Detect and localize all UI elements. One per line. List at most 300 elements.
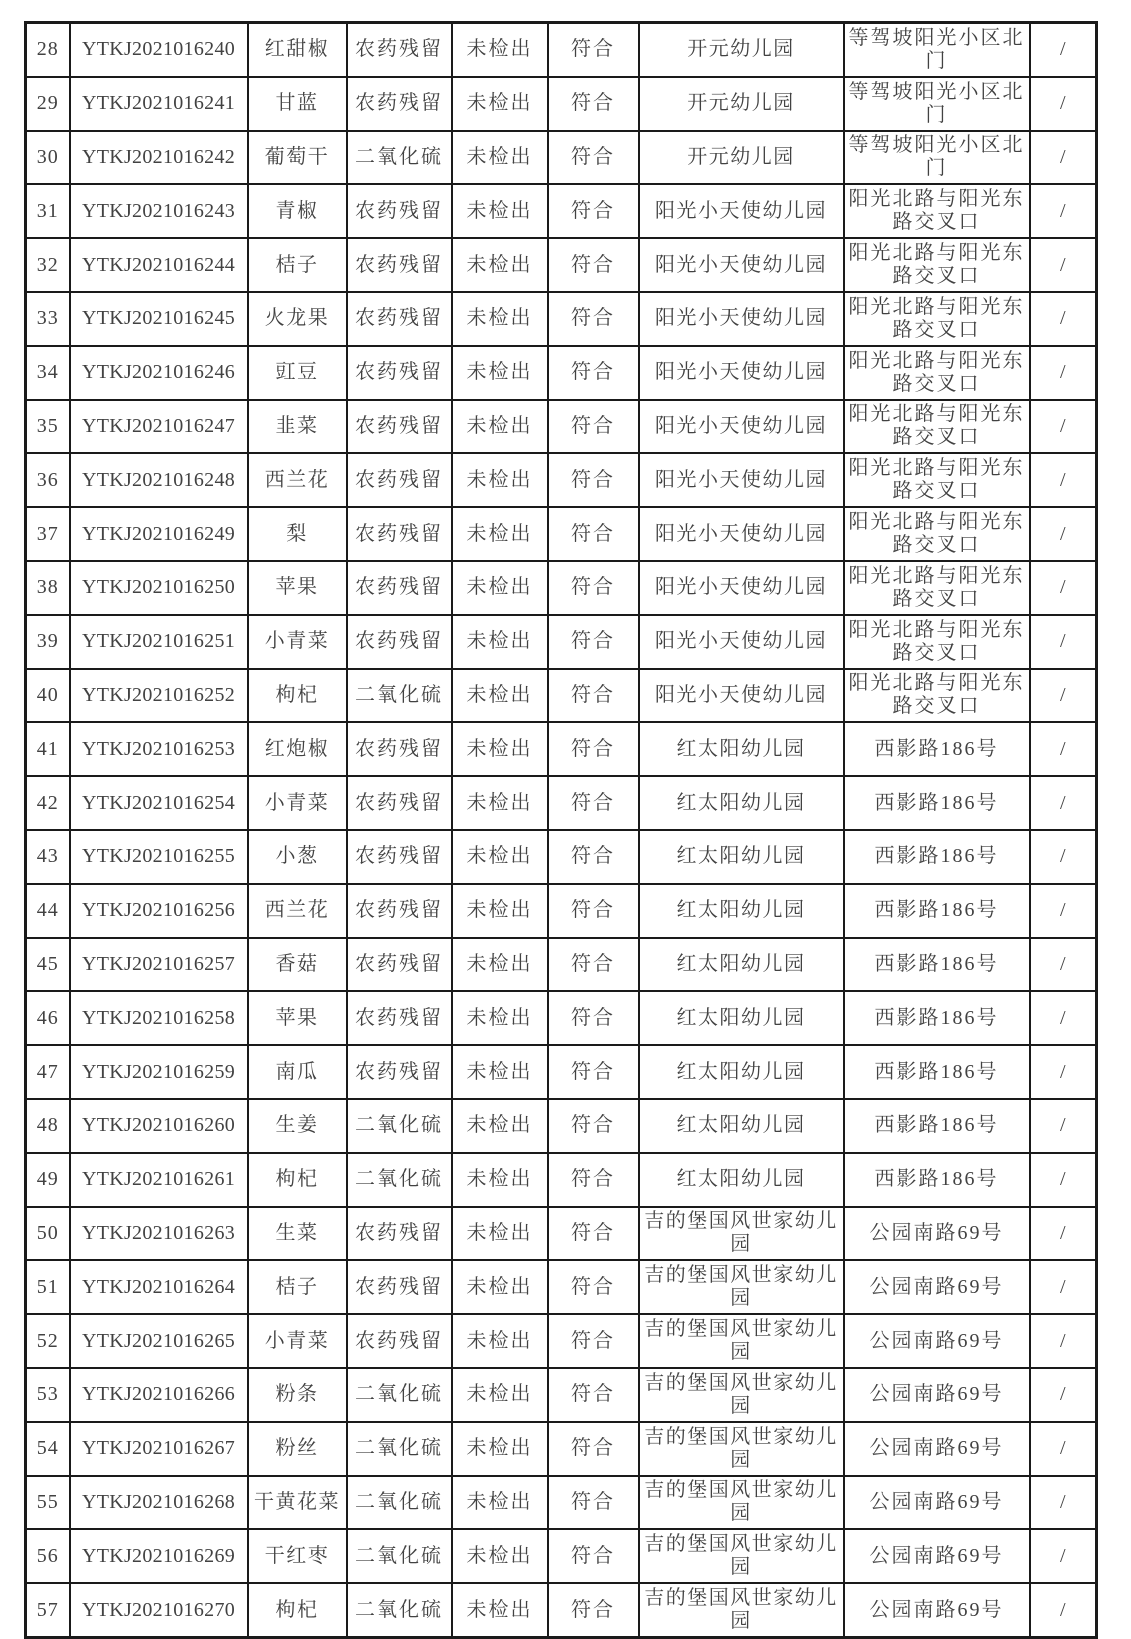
cell-sample-name: 火龙果 — [248, 292, 347, 346]
table-row — [26, 1045, 1097, 1099]
cell-sample-id: YTKJ2021016242 — [70, 131, 248, 185]
cell-sampled-unit: 开元幼儿园 — [639, 131, 844, 185]
cell-test-item: 农药残留 — [347, 938, 452, 992]
cell-sample-name: 干红枣 — [248, 1529, 347, 1583]
cell-test-result: 未检出 — [452, 1099, 548, 1153]
cell-unit-address: 阳光北路与阳光东路交叉口 — [844, 507, 1030, 561]
table-row — [26, 1153, 1097, 1207]
cell-row-number: 36 — [26, 453, 70, 507]
cell-sample-id: YTKJ2021016267 — [70, 1422, 248, 1476]
cell-test-result: 未检出 — [452, 1583, 548, 1637]
cell-row-number: 43 — [26, 830, 70, 884]
cell-row-number: 32 — [26, 238, 70, 292]
cell-sample-id: YTKJ2021016252 — [70, 669, 248, 723]
table-row — [26, 1529, 1097, 1583]
cell-sample-name: 韭菜 — [248, 400, 347, 454]
cell-sample-id: YTKJ2021016245 — [70, 292, 248, 346]
cell-remark-slash: / — [1030, 1153, 1097, 1207]
cell-test-item: 二氧化硫 — [347, 1368, 452, 1422]
cell-sample-id: YTKJ2021016270 — [70, 1583, 248, 1637]
table-row — [26, 77, 1097, 131]
cell-conclusion: 符合 — [548, 669, 639, 723]
cell-sampled-unit: 吉的堡国风世家幼儿园 — [639, 1529, 844, 1583]
cell-sampled-unit: 阳光小天使幼儿园 — [639, 561, 844, 615]
cell-sample-id: YTKJ2021016243 — [70, 184, 248, 238]
cell-conclusion: 符合 — [548, 1529, 639, 1583]
cell-unit-address: 阳光北路与阳光东路交叉口 — [844, 561, 1030, 615]
cell-unit-address: 公园南路69号 — [844, 1260, 1030, 1314]
cell-conclusion: 符合 — [548, 615, 639, 669]
cell-test-result: 未检出 — [452, 561, 548, 615]
cell-unit-address: 西影路186号 — [844, 991, 1030, 1045]
cell-conclusion: 符合 — [548, 830, 639, 884]
cell-unit-address: 公园南路69号 — [844, 1207, 1030, 1261]
cell-test-item: 二氧化硫 — [347, 669, 452, 723]
cell-sample-name: 生菜 — [248, 1207, 347, 1261]
cell-unit-address: 阳光北路与阳光东路交叉口 — [844, 453, 1030, 507]
cell-test-item: 农药残留 — [347, 238, 452, 292]
cell-row-number: 29 — [26, 77, 70, 131]
cell-sample-name: 苹果 — [248, 561, 347, 615]
cell-remark-slash: / — [1030, 1045, 1097, 1099]
cell-test-result: 未检出 — [452, 1529, 548, 1583]
cell-remark-slash: / — [1030, 1422, 1097, 1476]
cell-remark-slash: / — [1030, 453, 1097, 507]
table-row — [26, 400, 1097, 454]
cell-remark-slash: / — [1030, 776, 1097, 830]
cell-remark-slash: / — [1030, 507, 1097, 561]
table-row — [26, 1207, 1097, 1261]
cell-test-item: 农药残留 — [347, 884, 452, 938]
cell-test-result: 未检出 — [452, 722, 548, 776]
cell-conclusion: 符合 — [548, 77, 639, 131]
table-row — [26, 1476, 1097, 1530]
table-row — [26, 830, 1097, 884]
cell-sample-id: YTKJ2021016247 — [70, 400, 248, 454]
cell-unit-address: 公园南路69号 — [844, 1476, 1030, 1530]
cell-conclusion: 符合 — [548, 1583, 639, 1637]
cell-row-number: 34 — [26, 346, 70, 400]
cell-test-result: 未检出 — [452, 1476, 548, 1530]
cell-sample-name: 小青菜 — [248, 615, 347, 669]
cell-test-item: 农药残留 — [347, 77, 452, 131]
cell-remark-slash: / — [1030, 830, 1097, 884]
cell-sample-name: 甘蓝 — [248, 77, 347, 131]
cell-sample-name: 红甜椒 — [248, 23, 347, 77]
table-row — [26, 238, 1097, 292]
cell-sample-name: 桔子 — [248, 238, 347, 292]
cell-unit-address: 西影路186号 — [844, 1099, 1030, 1153]
cell-sample-id: YTKJ2021016257 — [70, 938, 248, 992]
cell-test-item: 农药残留 — [347, 1314, 452, 1368]
cell-unit-address: 阳光北路与阳光东路交叉口 — [844, 615, 1030, 669]
cell-row-number: 30 — [26, 131, 70, 185]
cell-sample-name: 桔子 — [248, 1260, 347, 1314]
cell-remark-slash: / — [1030, 938, 1097, 992]
cell-unit-address: 西影路186号 — [844, 776, 1030, 830]
cell-test-item: 二氧化硫 — [347, 1476, 452, 1530]
cell-test-item: 农药残留 — [347, 830, 452, 884]
cell-test-result: 未检出 — [452, 23, 548, 77]
cell-sample-name: 生姜 — [248, 1099, 347, 1153]
cell-conclusion: 符合 — [548, 1368, 639, 1422]
cell-test-result: 未检出 — [452, 1153, 548, 1207]
cell-sample-id: YTKJ2021016249 — [70, 507, 248, 561]
cell-sample-name: 西兰花 — [248, 884, 347, 938]
cell-sampled-unit: 吉的堡国风世家幼儿园 — [639, 1583, 844, 1637]
cell-sample-id: YTKJ2021016268 — [70, 1476, 248, 1530]
cell-row-number: 45 — [26, 938, 70, 992]
table-body — [26, 23, 1097, 1638]
cell-test-item: 农药残留 — [347, 346, 452, 400]
document-page — [24, 21, 1098, 1639]
cell-sampled-unit: 红太阳幼儿园 — [639, 991, 844, 1045]
cell-sampled-unit: 阳光小天使幼儿园 — [639, 238, 844, 292]
cell-sample-id: YTKJ2021016258 — [70, 991, 248, 1045]
cell-test-result: 未检出 — [452, 131, 548, 185]
cell-unit-address: 等驾坡阳光小区北门 — [844, 77, 1030, 131]
cell-sample-id: YTKJ2021016248 — [70, 453, 248, 507]
cell-row-number: 48 — [26, 1099, 70, 1153]
cell-test-item: 农药残留 — [347, 1260, 452, 1314]
table-row — [26, 722, 1097, 776]
cell-row-number: 51 — [26, 1260, 70, 1314]
cell-remark-slash: / — [1030, 23, 1097, 77]
cell-row-number: 50 — [26, 1207, 70, 1261]
cell-sample-name: 粉条 — [248, 1368, 347, 1422]
cell-conclusion: 符合 — [548, 1099, 639, 1153]
cell-row-number: 54 — [26, 1422, 70, 1476]
cell-sample-id: YTKJ2021016246 — [70, 346, 248, 400]
cell-remark-slash: / — [1030, 184, 1097, 238]
cell-row-number: 28 — [26, 23, 70, 77]
cell-test-result: 未检出 — [452, 453, 548, 507]
table-row — [26, 1422, 1097, 1476]
cell-sampled-unit: 阳光小天使幼儿园 — [639, 292, 844, 346]
table-row — [26, 884, 1097, 938]
table-row — [26, 991, 1097, 1045]
cell-sampled-unit: 阳光小天使幼儿园 — [639, 669, 844, 723]
cell-unit-address: 公园南路69号 — [844, 1583, 1030, 1637]
cell-conclusion: 符合 — [548, 292, 639, 346]
cell-sampled-unit: 红太阳幼儿园 — [639, 884, 844, 938]
cell-row-number: 41 — [26, 722, 70, 776]
cell-conclusion: 符合 — [548, 1260, 639, 1314]
table-row — [26, 507, 1097, 561]
cell-sampled-unit: 吉的堡国风世家幼儿园 — [639, 1207, 844, 1261]
cell-remark-slash: / — [1030, 991, 1097, 1045]
cell-sample-name: 粉丝 — [248, 1422, 347, 1476]
cell-sample-id: YTKJ2021016259 — [70, 1045, 248, 1099]
cell-remark-slash: / — [1030, 77, 1097, 131]
cell-sampled-unit: 吉的堡国风世家幼儿园 — [639, 1476, 844, 1530]
cell-test-result: 未检出 — [452, 991, 548, 1045]
cell-test-item: 农药残留 — [347, 561, 452, 615]
cell-test-item: 农药残留 — [347, 400, 452, 454]
cell-sampled-unit: 阳光小天使幼儿园 — [639, 184, 844, 238]
cell-sample-name: 香菇 — [248, 938, 347, 992]
cell-test-result: 未检出 — [452, 776, 548, 830]
cell-unit-address: 西影路186号 — [844, 884, 1030, 938]
cell-row-number: 47 — [26, 1045, 70, 1099]
cell-remark-slash: / — [1030, 722, 1097, 776]
cell-sampled-unit: 红太阳幼儿园 — [639, 776, 844, 830]
cell-sampled-unit: 红太阳幼儿园 — [639, 1099, 844, 1153]
cell-sampled-unit: 阳光小天使幼儿园 — [639, 453, 844, 507]
cell-sampled-unit: 红太阳幼儿园 — [639, 830, 844, 884]
cell-sampled-unit: 红太阳幼儿园 — [639, 1045, 844, 1099]
cell-remark-slash: / — [1030, 615, 1097, 669]
cell-test-item: 农药残留 — [347, 184, 452, 238]
cell-conclusion: 符合 — [548, 991, 639, 1045]
cell-remark-slash: / — [1030, 346, 1097, 400]
cell-test-result: 未检出 — [452, 292, 548, 346]
cell-sample-name: 青椒 — [248, 184, 347, 238]
table-row — [26, 1368, 1097, 1422]
cell-conclusion: 符合 — [548, 884, 639, 938]
cell-conclusion: 符合 — [548, 23, 639, 77]
cell-conclusion: 符合 — [548, 238, 639, 292]
cell-test-result: 未检出 — [452, 1045, 548, 1099]
cell-test-item: 农药残留 — [347, 1207, 452, 1261]
cell-sample-id: YTKJ2021016250 — [70, 561, 248, 615]
table-row — [26, 1314, 1097, 1368]
cell-sampled-unit: 吉的堡国风世家幼儿园 — [639, 1368, 844, 1422]
cell-sample-name: 枸杞 — [248, 1583, 347, 1637]
cell-remark-slash: / — [1030, 400, 1097, 454]
table-row — [26, 938, 1097, 992]
cell-test-result: 未检出 — [452, 615, 548, 669]
cell-remark-slash: / — [1030, 1476, 1097, 1530]
cell-sample-name: 红炮椒 — [248, 722, 347, 776]
cell-test-item: 二氧化硫 — [347, 1099, 452, 1153]
sampling-results-table — [24, 21, 1098, 1639]
cell-unit-address: 公园南路69号 — [844, 1368, 1030, 1422]
cell-test-result: 未检出 — [452, 346, 548, 400]
cell-remark-slash: / — [1030, 1207, 1097, 1261]
cell-remark-slash: / — [1030, 669, 1097, 723]
cell-test-result: 未检出 — [452, 938, 548, 992]
cell-test-item: 农药残留 — [347, 776, 452, 830]
cell-conclusion: 符合 — [548, 400, 639, 454]
cell-test-item: 二氧化硫 — [347, 1422, 452, 1476]
cell-sampled-unit: 阳光小天使幼儿园 — [639, 346, 844, 400]
cell-unit-address: 阳光北路与阳光东路交叉口 — [844, 346, 1030, 400]
cell-row-number: 35 — [26, 400, 70, 454]
cell-unit-address: 阳光北路与阳光东路交叉口 — [844, 669, 1030, 723]
table-row — [26, 669, 1097, 723]
cell-test-result: 未检出 — [452, 830, 548, 884]
cell-test-result: 未检出 — [452, 1260, 548, 1314]
table-row — [26, 1099, 1097, 1153]
table-row — [26, 292, 1097, 346]
cell-sampled-unit: 红太阳幼儿园 — [639, 1153, 844, 1207]
cell-sample-id: YTKJ2021016244 — [70, 238, 248, 292]
cell-test-result: 未检出 — [452, 184, 548, 238]
cell-test-item: 二氧化硫 — [347, 131, 452, 185]
cell-test-item: 农药残留 — [347, 507, 452, 561]
cell-row-number: 40 — [26, 669, 70, 723]
cell-unit-address: 等驾坡阳光小区北门 — [844, 131, 1030, 185]
cell-remark-slash: / — [1030, 1529, 1097, 1583]
cell-remark-slash: / — [1030, 884, 1097, 938]
cell-row-number: 52 — [26, 1314, 70, 1368]
cell-row-number: 38 — [26, 561, 70, 615]
cell-test-result: 未检出 — [452, 77, 548, 131]
table-row — [26, 561, 1097, 615]
cell-row-number: 33 — [26, 292, 70, 346]
cell-row-number: 57 — [26, 1583, 70, 1637]
cell-row-number: 37 — [26, 507, 70, 561]
cell-remark-slash: / — [1030, 1260, 1097, 1314]
cell-sampled-unit: 吉的堡国风世家幼儿园 — [639, 1314, 844, 1368]
cell-sample-id: YTKJ2021016240 — [70, 23, 248, 77]
cell-conclusion: 符合 — [548, 507, 639, 561]
cell-test-result: 未检出 — [452, 400, 548, 454]
cell-sample-id: YTKJ2021016265 — [70, 1314, 248, 1368]
cell-sample-name: 南瓜 — [248, 1045, 347, 1099]
cell-unit-address: 西影路186号 — [844, 1153, 1030, 1207]
cell-row-number: 39 — [26, 615, 70, 669]
cell-sample-id: YTKJ2021016241 — [70, 77, 248, 131]
cell-test-item: 农药残留 — [347, 453, 452, 507]
cell-remark-slash: / — [1030, 561, 1097, 615]
cell-sample-id: YTKJ2021016266 — [70, 1368, 248, 1422]
cell-test-result: 未检出 — [452, 884, 548, 938]
cell-conclusion: 符合 — [548, 346, 639, 400]
cell-test-result: 未检出 — [452, 1314, 548, 1368]
cell-sample-id: YTKJ2021016255 — [70, 830, 248, 884]
cell-unit-address: 公园南路69号 — [844, 1529, 1030, 1583]
cell-sample-id: YTKJ2021016261 — [70, 1153, 248, 1207]
table-row — [26, 776, 1097, 830]
cell-remark-slash: / — [1030, 1583, 1097, 1637]
cell-sample-id: YTKJ2021016253 — [70, 722, 248, 776]
cell-remark-slash: / — [1030, 292, 1097, 346]
cell-remark-slash: / — [1030, 1368, 1097, 1422]
cell-conclusion: 符合 — [548, 453, 639, 507]
cell-remark-slash: / — [1030, 131, 1097, 185]
cell-unit-address: 阳光北路与阳光东路交叉口 — [844, 238, 1030, 292]
cell-sampled-unit: 阳光小天使幼儿园 — [639, 507, 844, 561]
table-row — [26, 23, 1097, 77]
cell-test-item: 二氧化硫 — [347, 1529, 452, 1583]
cell-unit-address: 西影路186号 — [844, 722, 1030, 776]
cell-remark-slash: / — [1030, 1099, 1097, 1153]
cell-sample-id: YTKJ2021016264 — [70, 1260, 248, 1314]
cell-sampled-unit: 阳光小天使幼儿园 — [639, 615, 844, 669]
table-row — [26, 1260, 1097, 1314]
cell-sample-id: YTKJ2021016263 — [70, 1207, 248, 1261]
cell-sample-name: 枸杞 — [248, 1153, 347, 1207]
table-row — [26, 615, 1097, 669]
cell-test-item: 农药残留 — [347, 722, 452, 776]
cell-sampled-unit: 开元幼儿园 — [639, 77, 844, 131]
cell-sample-id: YTKJ2021016256 — [70, 884, 248, 938]
table-row — [26, 346, 1097, 400]
cell-conclusion: 符合 — [548, 776, 639, 830]
cell-sampled-unit: 阳光小天使幼儿园 — [639, 400, 844, 454]
cell-sampled-unit: 吉的堡国风世家幼儿园 — [639, 1422, 844, 1476]
cell-conclusion: 符合 — [548, 1422, 639, 1476]
cell-test-result: 未检出 — [452, 1422, 548, 1476]
cell-sample-id: YTKJ2021016269 — [70, 1529, 248, 1583]
cell-sample-name: 小青菜 — [248, 776, 347, 830]
cell-test-item: 农药残留 — [347, 23, 452, 77]
cell-row-number: 46 — [26, 991, 70, 1045]
cell-unit-address: 西影路186号 — [844, 1045, 1030, 1099]
cell-test-result: 未检出 — [452, 507, 548, 561]
cell-conclusion: 符合 — [548, 1476, 639, 1530]
cell-conclusion: 符合 — [548, 131, 639, 185]
cell-conclusion: 符合 — [548, 561, 639, 615]
cell-sample-id: YTKJ2021016251 — [70, 615, 248, 669]
cell-sampled-unit: 红太阳幼儿园 — [639, 938, 844, 992]
cell-row-number: 49 — [26, 1153, 70, 1207]
cell-sample-name: 豇豆 — [248, 346, 347, 400]
cell-test-item: 农药残留 — [347, 1045, 452, 1099]
cell-sample-name: 枸杞 — [248, 669, 347, 723]
cell-sampled-unit: 开元幼儿园 — [639, 23, 844, 77]
cell-row-number: 31 — [26, 184, 70, 238]
cell-unit-address: 阳光北路与阳光东路交叉口 — [844, 400, 1030, 454]
table-row — [26, 1583, 1097, 1637]
cell-test-result: 未检出 — [452, 669, 548, 723]
cell-conclusion: 符合 — [548, 184, 639, 238]
cell-unit-address: 公园南路69号 — [844, 1422, 1030, 1476]
cell-sample-id: YTKJ2021016254 — [70, 776, 248, 830]
cell-row-number: 53 — [26, 1368, 70, 1422]
cell-conclusion: 符合 — [548, 722, 639, 776]
cell-unit-address: 西影路186号 — [844, 938, 1030, 992]
cell-test-item: 农药残留 — [347, 292, 452, 346]
cell-remark-slash: / — [1030, 1314, 1097, 1368]
cell-unit-address: 公园南路69号 — [844, 1314, 1030, 1368]
table-row — [26, 131, 1097, 185]
cell-conclusion: 符合 — [548, 938, 639, 992]
cell-row-number: 56 — [26, 1529, 70, 1583]
cell-test-item: 二氧化硫 — [347, 1153, 452, 1207]
cell-remark-slash: / — [1030, 238, 1097, 292]
cell-conclusion: 符合 — [548, 1314, 639, 1368]
cell-sample-name: 小青菜 — [248, 1314, 347, 1368]
cell-sample-id: YTKJ2021016260 — [70, 1099, 248, 1153]
table-row — [26, 184, 1097, 238]
cell-test-result: 未检出 — [452, 1368, 548, 1422]
cell-row-number: 42 — [26, 776, 70, 830]
cell-sample-name: 葡萄干 — [248, 131, 347, 185]
cell-test-item: 二氧化硫 — [347, 1583, 452, 1637]
cell-test-item: 农药残留 — [347, 991, 452, 1045]
cell-sampled-unit: 红太阳幼儿园 — [639, 722, 844, 776]
cell-sample-name: 苹果 — [248, 991, 347, 1045]
cell-sample-name: 干黄花菜 — [248, 1476, 347, 1530]
cell-sampled-unit: 吉的堡国风世家幼儿园 — [639, 1260, 844, 1314]
cell-unit-address: 西影路186号 — [844, 830, 1030, 884]
cell-test-result: 未检出 — [452, 238, 548, 292]
cell-sample-name: 西兰花 — [248, 453, 347, 507]
table-row — [26, 453, 1097, 507]
cell-unit-address: 阳光北路与阳光东路交叉口 — [844, 292, 1030, 346]
cell-row-number: 55 — [26, 1476, 70, 1530]
cell-conclusion: 符合 — [548, 1207, 639, 1261]
cell-conclusion: 符合 — [548, 1045, 639, 1099]
cell-row-number: 44 — [26, 884, 70, 938]
cell-sample-name: 梨 — [248, 507, 347, 561]
cell-unit-address: 阳光北路与阳光东路交叉口 — [844, 184, 1030, 238]
cell-test-result: 未检出 — [452, 1207, 548, 1261]
cell-test-item: 农药残留 — [347, 615, 452, 669]
